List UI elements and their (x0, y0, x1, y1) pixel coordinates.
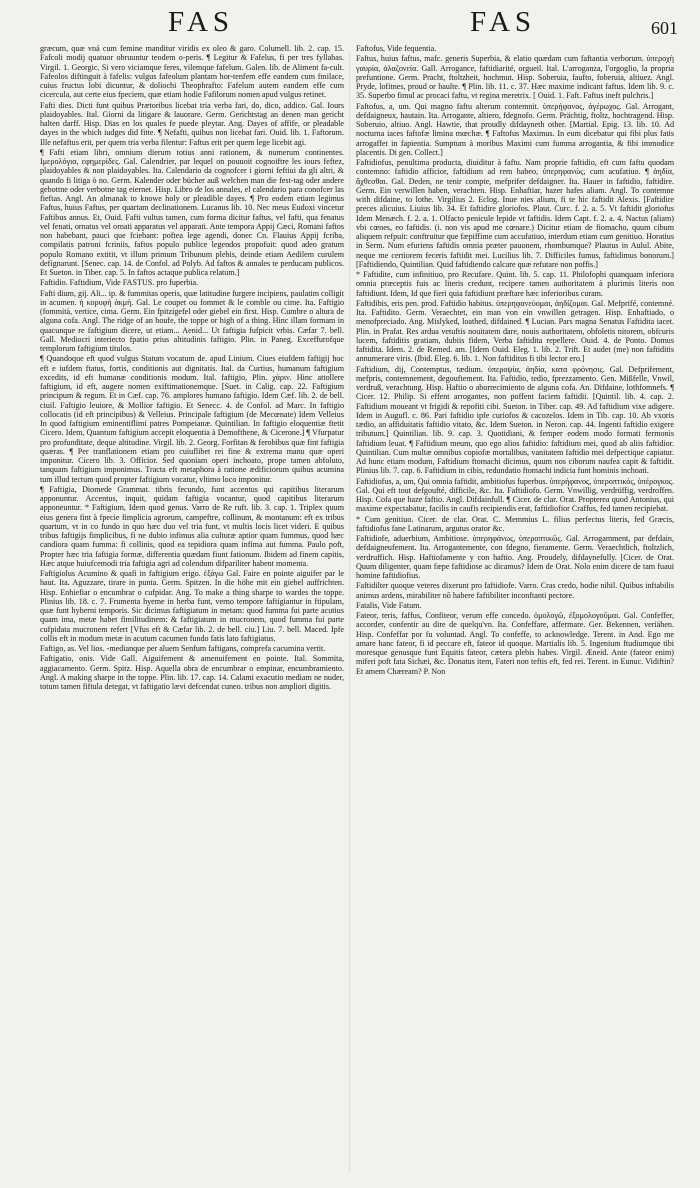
running-head-right: FAS (470, 6, 537, 38)
dictionary-entry: * Cum genitiuo. Cicer. de clar. Orat. C. Memmius L. filius perfectus literis, fed Græcis, faftidiofus fane Latinarum, argutus orator &c. (356, 514, 674, 533)
dictionary-entry: ¶ Fafti etiam libri, omnium dierum totius anni rationem, & numerum continentes. Ιμερολόγια, εφημερίδες. Gal. Calendrier, par lequel on pouuoit cognoiftre les iours feftez, plaidoyables & non plaidoyables. Ita. Calendario da cognofcer i giorni feftiui da gli altri, & quando fi litiga ò no. Germ. Kalender oder bücher auß welchen man die fest-tag oder andere gebottne oder verbotne tag eiernet. Hisp. Libro de los annales, el calendario para conofcer las fieftas. Angl. An almanak to knowe holy or pleadible dayes. ¶ Pro eodem etiam legimus Faftus, huius Faftus, per quartam declinationem. Lucanus lib. 10. Nec meus Eudoxi vincetur Faftibus annus. Et, Ouid. Fafti vultus tamen, cum forma dicitur faftus, vel fafti, qua fenatus vel fenati, ornatus vel ornati apparatus vel apparati. Ante tempora Appij Cæci, Romani faftos non habebant, pauci que fciebant: poftea lege agendi, donec Cn. Flauius Appij fcriba, compilatis patroni fcriniis, faftos populo publice legendos propofuit: quod adeo gratum populo Romano extitit, vt illum primum Tribunum plebis, deinde etiam Aedilem curulem defignarunt. [Senec. cap. 14. de Confol. ad Polyb. Ad faftos & annales te perducam publicos. Et Sueton. in Tiber. cap. 5. In faftos actaque publica relatum.] (40, 147, 344, 277)
dictionary-entry: Faftofus, Vide fequentia. (356, 44, 437, 53)
left-column (40, 44, 344, 692)
dictionary-entry: Faftidium, dij, Contemptus, tædium. ὑπεροψία, ἀηδία, κατα φρόνησις. Gal. Defprifement, mefpris, contemnement, degouftement. Ita. Faftidio, tedio, fprezzamento. Gen. Mißfelle, Vnwil, verdruß, verachtung. Hisp. Haftio o aborrecimiento de alguna cofa. An. Difdaine, lothfomnefs. ¶ Cicer. 12. Philip. Si effent arrogantes, non poffent faciem faftidii. [Quintil. lib. 4. cap. 2. Faftidium moueant vt frigidi & repofiti cibi. Sueton. in Tiber. cap. 49. Ad faftidium vixe adigere. Idem in Augufl. c. 86. Pari faftidio ipfe curiofos & cacozelos. Idem in Tib. cap. 10. Ab vxoris tædio, an affiduitatis faftidio vitato, &c. Idem Sueton. in Neron. cap. 44. Ingenti faftidio exigere tributum.] Quintilian. lib. 9. cap. 3. Quotidiani, & femper eodem modo formati fermonis faftidium leuat. ¶ Faftidium meum, quo ego alios faftidio: faftidium mei, quod ab aliis faftidior. Quintilian. Cum multæ omnibus copiofæ mortalibus, vanitatem faftidio mei defpectique capiatur. Ad hunc etiam modum, Faftidium ftomachi dicimus, quum nos ciborum naufea capit & faftidit. Plinius lib. 7. cap. 6. Faftidium in cibis, redundatio ftomachi indicia funt hominis inchoati. (356, 364, 674, 476)
dictionary-entry: Faftidilter quoque veteres dixerunt pro faftidiofe. Varro. Cras credo, hodie nihil. Quibus inftabilis animus ardens, mirabiliter nō habere faftibiliter inconftanti pectore. (356, 581, 674, 600)
dictionary-entry: Faftidiofe, aduerbium, Ambitiose. ὑπερηφάνως, ὑπεροπτικῶς. Gal. Arrogamment, par defdain, defdaigneufement. Ita. Arrogantemente, con fdegno, fieramente. Germ. Veraechtlich, ftoltzlich, verdruffich. Hisp. Haftiofamente y con haftio. Ang. Proudely, difdaynefully. [Cicer. de Orat. Quum diligenter, quam fæpe faftidiose ac dicamus? Idem de Orat. Nolo enim dicere de tam fuaui homine faftidiofius. (356, 534, 674, 580)
dictionary-entry: Fateor, teris, faffus, Confiteor, verum effe concedo. ὁμολογῶ, ἐξομολογοῦμαι. Gal. Confeffer, accorder, confentir au dire de quelqu'vn. Ita. Confeffare, affermare. Ger. Bekennen, veriähen. Hisp. Confeffar por fu voluntad. Angl. To confeffe, to acknowledge. Terent. in And. Ego me amare hanc fateor, fi id peccare eft, fateor id quoque. Martialis lib. 5. Ingenium ftudiumque tibi moresque genusque funt Equitis fateor, cætera plebis habes. Virgil. Æneid. Ante (fateor enim) miferi poft fata Sichæi, &c. Donatus item, Fateri non teftis eft, fed rei. Terent. in Eunuc. Vidiftin? Et amem Chæream? P. Non (356, 611, 674, 676)
dictionary-entry: græcum, quæ vná cum femine manditur viridis ex oleo & garo. Columell. lib. 2. cap. 15. Fafcoli modij quatuor obruuntur teodem o-peris. ¶ Legitur & Fafelus, fi per tres fyllabas. Virgil. 1. Georgic. Si vero viciamque feres, vilemque fafelum. Galen. lib. de Aliment fa-cult. Fafeolos diftinguit à fafelis: vulgus fafeolum plantam hor-tenfem effe eandem cum fmilace, cuius fructus lobi dicuntur, & doliochi Theophrafto: Fafelum autem eandem effe cum cicercula, aut certe eius fpeciem, quæ etiam hodie Fafilorum nomen apud vulgus retinet. (40, 44, 344, 100)
dictionary-entry: Faftigo, as. Vel lios. -medianque per aluem Senfum faftigans, comprefa cacumina vertit. (40, 644, 326, 653)
dictionary-entry: ¶ Quandoque eft quod vulgus Statum vocatum de. apud Linium. Ciues eiufdem faftigij hoc eft e iufdem ftatus, fortis, conditionis aut dignitatis. Ital. da Curtius, humanum faftigium excedits, id eft humanæ conditionis modum. Ital. faftigio, Plin. χάριν. Hinc attollere faftigium, id eft, augere nomen exiftimationemque. [Suet. in Calig. cap. 22. Faftigium principum & regum. Et in Cæf. cap. 76. amplores humano faftigio. Idem Cæf. lib. 2. de bell. ciuil. Faftigio leuiore, & Mollior faftigio. Et Senecc. 4. de Confol. ad Marc. In faftigio collocatis (id eft principibus) & Velleius. Principale faftigium (de Mecœnate) Idem Velleius In quod faftigium eminentiflimi patres Pompeianæ. Quintilian. In faftigio eloquentiæ ftetit Cicero. Idem, Quantum faftigium accepit eloquentia à Demofthene, & Cicerone.] ¶ Vfurpatur pro profunditate, deque altitudine. Virgil. lib. 2. Georg. Forfitan & ferobibus quæ fint faftigia quæras. ¶ Per tranflationem etiam pro cuiuflibet rei fine & extrema manu quæ operi imponitur. Cicero lib. 3. Officior. Sed quoniam operi inchoato, prope tamen abfoluto, tanquam faftigium imponimus. Tracta eft metaphora à ratione ædificiorum quibus acumina tum illud tectum quod propter faftigium vocatur, vltimo loco imponitur. (40, 354, 344, 484)
dictionary-entry: Faftidiofus, penultima producta, diuiditur à faftu. Nam proprie faftidio, eft cum faftu quodam contemno: faftidio afficior, faftidium ad rem habeo, ὑπερηφανώς, cum acufatiuo. ¶ ἀηδία, ἄχθεσθαι. Gal. Deden, ne tenir compte, mefprifer defdaigner. Ita. Hauer in faftidio, faftidire. Germ. Ein verwillen haben, verachten. Hisp. Enhaftiar, hazer hafes aliam. Angl. To contemne with difdaine, to lothe. Virgilius 2. Eclog. Inue nies alium, fi te hic faftidit Alexis. [Faftidire preces alicuius. Liuius lib. 34. Et faftidire gloriofos. Plaut. Curc. f. 2. a. 5. Vt faftidit gloriofus Idem Menæch. f. 2. a. 1. Olfacto penicule lepide vt faftidis. Idem Capt. f. 2. a. 4. Nactus (aliam) vbi cœnes, eo faftidis. (i. non vis apud me cœnare.) Dicitur etiam de fiomacho, quum cibum aliquem refpuit: conftruitur que fæpiffime cum accufatiuo, interdum etiam cum genitiuo. Horatius in Serm. Num efuriens faftidis omnia præter pauonem, rhombumque? Plautus in Aulul. Abite, neque me certiorem feceris faftidit mei. Lucilius lib. 7. Difficiles fumus, faftidimus bonorum.] [Faftidiendo, Quintilian. Quid faftidiendo calcare quæ refutare non poffis.] (356, 158, 674, 269)
dictionary-entry: Faftidiofus, a, um, Qui omnia faftidit, ambitiofus fuperbus. ὑπερήφανος, ὑπεροπτικός, ὑπέρογκος. Gal. Qui eft tout defgoufté, difficile, &c. Ita. Faftidiofo. Germ. Vnwillig, verdrüffig, verdroffen. Hisp. Cofa que haze faftio. Angl. Difdainfull. ¶ Cicer. de clar. Orat. Propterea quod Antonius, qui maxime expectabatur, facilis in caufis recipiendis erat, faftidiofior Craffus, fed tamen recipiebat. (356, 476, 674, 514)
right-column (356, 44, 674, 677)
dictionary-entry: Faftidio. Faftidium, Vide FASTUS. pro fuperbia. (40, 278, 199, 288)
dictionary-entry: ¶ Faftigia, Diomede Grammat. tibris fecundo, funt accentus qui capitibus literarum apponuntur. Accentus, inquit, quidam faftigia vocantur, quod capitibus literarum apponeuntur. * Faftigium, Idem quod genus. Varro de Re ruft. lib. 3. cap. 1. Triplex quum eius genera fint à fpecie fimplicia agrorum, campeftre, collinum, & montanum: eft ex tribus quartum, vt in co fundo in quo hæc duo vel tria funt, vt multis locis licet videri. E quibus tribus faftigijs fimplicibus, fi ne dubio infimus alia culturæ aptior quam fummus, quod hæc candiora quam fumma: fi collinis, quod ea tepidiora quam infima aut fumma. Paulo poft, Propter hæc tria faftigia formæ, differentia quædam fiunt fationum. Ibidem ad finem capitis, Hæc atque huiufcemodi tria faftigia agri ad colendum difpariliter habent momenta. (40, 484, 344, 568)
dictionary-entry: * Faftidite, cum infinitiuo, pro Recufare. Quint. lib. 5. cap. 11. Philofophi quanquam inferiora omnia præceptis fuis ac literis credunt, recipere tamen authoritatem à plurimis literis non faftidiunt. Idem, Id que fieri quia faftidiunt præftare hæc inferioribus curam. (356, 270, 674, 298)
running-header (0, 6, 700, 46)
running-head-left: FAS (168, 6, 235, 38)
dictionary-entry: Fafti dies. Dicti funt quibus Prætoribus licebat tria verba fari, do, dico, addico. Gal. Iours plaidoyables. Ital. Giorni da litigare & lauorare. Germ. Gerichtstag an denen man gericht halten darff. Hisp. Dias en los quales fe puede pleytar. Ang. Dayes of affife, or pleadable dayes in the which iudges did fitte. ¶ Nefafti, quibus non licebat fari. Ouid. lib. 1. Faftorum. Ille nefaftus erit, per quem tria verba filentur: Faftus erit per quem lege licebit agi. (40, 100, 344, 147)
dictionary-entry: Faftus, huius faftus, mafc. generis Superbia, & elatio quædam cum faftantia verborum. ὑπεροχὴ γαυρία, ἀλαζονεία. Gall. Arrogance, faftidiarité, orgueil. Ital. L'arroganza, l'orgoglio, la propria prefuntione. Germ. Pracht, ftoltzheit, hochmut. Hisp. Soberuia, faufto, foberuia, altiuez. Angl. Pryde, lofitnes, proud or haulte. ¶ Plin. lib. 11. c. 37. Hæc maxime indicant faftus. Idem lib. 9. c. 35. Superbo fimul ac procaci faftu, vt regina meretrix. [ Ouid. 1. Faft. Faftus ineft pulchris.] (356, 54, 674, 101)
dictionary-entry: Fatalis, Vide Fatum. (356, 600, 422, 610)
dictionary-entry: Faftidibis, eris pen. prod. Faftidio habitus. ὑπερηφανεύομαι, ἀηδίζομαι. Gal. Mefprifé, contemné. Ita. Faftidito. Germ. Veraechtet, ein man von ein vnwillen getragen. Hisp. Enhaftiado, o menofpreciado. Ang. Mislyked, loathed, difdained. ¶ Lucian. Pars magna Senatus Faftidita iacet. Plin. in Prafat. Res ardua vetuftis nouitatem dare, nouis authoritatem, obfoletis nitorem, obfcuris lucem, faftiditis gratiam, dubiis fidem, Verba faftidita repellere. Ouid. 4. de Ponto. Domus faftidita. Idem. 2. de Remed. am. [Idem Ouid. Eleg. 1. lib. 2. Trift. Et audet (me) non faftiditis annumerare viris. (Ibid. Eleg. 6. lib. 1. Non faftiditus fi tibi lector ero.] (356, 298, 674, 364)
column-gutter (349, 52, 350, 1172)
dictionary-entry: Faftigiolus Acumino & quafi in faftigium erigo. ἐξάγω Gal. Faire en pointe aiguifer par le haut. Ita. Aguzzare, tirare in punta. Germ. Spitzen. In die höhe mit ein giebel auffrichten. Hisp. Enhiefiar o encumbrar o cufpidar. Ang. To make a thing sharpe to wardes the toppe. Plinius lib. 18. c. 7. Frumenta hyeme in herba funt, verno tempore faftigiantur in ftipulam, quæ funt hyberni temporis. Sic dicimus faftigiatum in metam: quod fumma fui parte acutius quam ima, metæ habet fimilitudinem: & faftigiatum in mucronem, quod fumma fui parte cufpidata mucronem refert [Vfus eft & Cæfar lib. 2. de bell. ciu.] Liu. 7. bell. Maced. Ipfe collis eft in modum metæ in acutum cacumen fundo fatis lato faftigiatus. (40, 569, 344, 643)
dictionary-entry: Faftigatio, onis. Vide Gall. Aiguifement & amenuifement en pointe. Ital. Sommita, aggiacamento. Germ. Spitz. Hisp. Aquella obra de encumbrar o empinar, encumbramiento. Angl. A making sharpe in the toppe. Plin. lib. 17. cap. 14. Calami exacutio mediam ne nuder, totum tamen fiftula detegat, vt faftigatio lævi defcendat cuneo. tribus non ampliori digitis. (40, 654, 344, 691)
dictionary-entry: Fafti dium, gij. Ali... ip. & fummitas operis, quæ latitudine furgere incipiens, paulatim colligit in acumen. ἡ κορυφὴ ἀκμὴ. Gal. Le coupet ou fommet & le comble ou cime. Ita. Faftigio (fommità, vertice, cima. Germ. Ein fpitzigefel oder giebel ein first. Hisp. Cumbre o altura de alguna cofa. Angl. The ridge of an houfe, the toppe or high of a thing. Hinc illam formam in quacunque re faftigium dicere, ut etiam... Aenid... Ut faftigia fufpicit vrbis. Cæfar 7. bell. Gall. Mediocri interiecto fpatio prius altitudinis faftigio. Plin. in Paneg. Exceffurofque templorum faftigium titulos. (40, 288, 344, 353)
page-number: 601 (651, 18, 678, 38)
dictionary-entry: Faftofus, a, um. Qui magno faftu alterum contemnit. ὑπερήφανος, ἀγέρωχος. Gal. Arrogant, defdaigneux, hautain. Ita. Arrogante, altiero, fdegnofo. Germ. Prächtig, ftoltz, hochtragend. Hisp. Soberuio, altiuo. Angl. Hawtie, that proudly difdayneth other. [Martial. Epig. 13. lib. 10. Ad nocturna iaces faftofæ limina mœchæ. ¶ Faftofus Maximus. In eum dicebatur qui fibi plus fatis arrogaffet in fapientia. Sumptum à moribus Maximi cum fumma arrogantia, & fibi immodice placentis. Di gen. Collect.] (356, 101, 674, 157)
